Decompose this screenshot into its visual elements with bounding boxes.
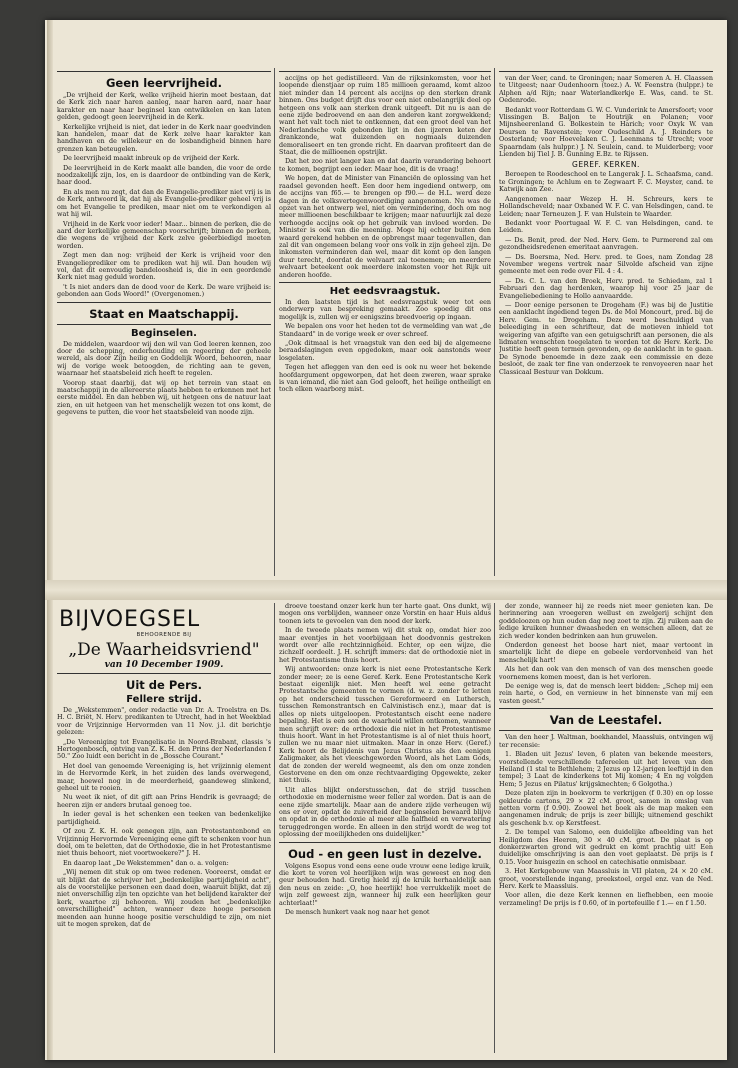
- paragraph: — Ds. Boersma, Ned. Herv. pred. te Goes, nam Zondag 28 November wegens vertrek naar Silvolde afscheid van zijne gemeente met een rede over Fil. 4 : 4.: [499, 252, 713, 276]
- paragraph: accijns op het gedistilleerd. Van de rijksinkomsten, voor het loopende dienstjaar op ruim 185 millioen geraamd, komt alzoo niet minder dan 14 percent als accijns op den sterken drank binnen. Ons budget drijft dus voor een niet onbelangrijk deel op hetgeen ons volk aan sterken drank uitgeeft. Dit nu is aan de eene zijde bedroevend en aan den anderen kant zorgwekkend; want het valt toch niet te ontkennen, dat een groot deel van het Nederlandsche volk gebonden ligt in den ijzeren keten der drankzonde, wat duizenden en nogmaals duizenden demoraliseert en ten gronde richt. En daarvan profiteert dan de Staat, die de millioenen opstrijkt.: [279, 74, 491, 157]
- paragraph: Tegen het afleggen van den eed is ook nu weer het bekende hoofdargument opgeworpen, dat het deen zweren, waar sprake is van iemand, die niet aan God gelooft, het heilige ontheiligt en toch elken waarborg mist.: [279, 363, 491, 394]
- top-column-1: [57, 68, 271, 576]
- newspaper-name: „De Waarheidsvriend": [68, 640, 260, 660]
- column-rule: [274, 68, 275, 576]
- bottom-column-2: [279, 603, 491, 1053]
- paragraph: De leervrijheid maakt inbreuk op de vrijheid der Kerk.: [63, 154, 240, 163]
- column-rule: [274, 603, 275, 1053]
- page-spine: [47, 20, 53, 1060]
- divider: [279, 282, 491, 283]
- paragraph: Als het dan ook van den mensch of van des menschen goede voornemens komen moest, dan is het verloren.: [499, 665, 713, 681]
- paragraph: De mensch hunkert vaak nog naar het genot: [285, 908, 430, 917]
- paragraph: Bedankt voor Poortugaal W. F. C. van Helsdingen, cand. te Leiden.: [499, 218, 713, 235]
- paragraph: 2. De tempel van Salomo, een duidelijke afbeelding van het Heiligdom des Heeren, 30 × 40 cM. groot. De plaat is op donkerzwarten grond wit gedrukt en komt prachtig uit! Een duidelijke omschrijving is aan den voet geplaatst. De prijs is f 0.15. Voor huisgezin en school en catechisatie onmisbaar.: [499, 828, 713, 866]
- divider: [279, 71, 491, 72]
- paragraph: — Ds. C. L. van den Broek, Herv. pred. te Schiedam, zal 1 Februari den dag herdenken, waarop hij voor 25 jaar de Evangeliebediening te Hollo aanvaardde.: [499, 276, 713, 300]
- paragraph: De eenige weg is, dat de mensch leert bidden: „Schep mij een rein harte, o God, en vernieuw in het binnenste van mij een vasten geest.": [499, 682, 713, 705]
- supplement-subtitle: BEHOORENDE BIJ: [136, 632, 192, 638]
- paragraph: „De vrijheid der Kerk, welke vrijheid hierin moet bestaan, dat de Kerk zich naar haren aanleg, naar haren aard, naar haar karakter en naar haar beginsel kan ontwikkelen en kan laten gelden, gedoogt geen leervrijheid in de Kerk.: [57, 91, 271, 122]
- paragraph: We hopen, dat de Minister van Financiën de oplossing van het raadsel gevonden heeft. Een door hem ingediend ontwerp, om de accijns van f65.— te brengen op f90.— de H.L. werd deze dagen in de volksvertegenwoordiging aangenomen. Nu was de opzet van het ontwerp wel, niet om vermindering, doch om nog meer millioenen beschikbaar te krijgen; maar natuurlijk zal deze verhoogde accijns ook op het gebruik van invloed worden. De Minister is ook van die meening. Moge hij echter buiten den waard gerekend hebben en de opbrengst maar tegenvallen, dan zal dit van ongemeen belang voor ons volk in zijn geheel zijn. De inkomsten verminderen dan wel, maar dit komt op den langen duur terecht, doordat de welvaart zal toenemen; en meerdere welvaart beteekent ook meerdere inkomsten voor het Rijk uit anderen hoofde.: [279, 174, 491, 279]
- column-rule: [494, 603, 495, 1053]
- paragraph: In den laatsten tijd is het eedsvraagstuk weer tot een onderwerp van bespreking gemaakt. Zoo spoedig dit ons mogelijk is, zullen wij er eenigszins breedvoerig op ingaan.: [279, 297, 491, 321]
- divider: [499, 71, 713, 72]
- paragraph: Dat het zoo niet langer kan en dat daarin verandering behoort te komen, begrijpt een ieder. Maar hoe, dit is de vraag!: [279, 157, 491, 173]
- newspaper-page: [45, 20, 727, 1060]
- paragraph: — Ds. Benit, pred. der Ned. Herv. Gem. te Purmerend zal om gezondheidsredenen emeritaat aanvragen.: [499, 235, 713, 252]
- top-column-2: [279, 68, 491, 576]
- divider: [57, 673, 271, 674]
- paragraph: In ieder geval is het schenken een teeken van bedenkelijke partijdigheid.: [57, 810, 271, 826]
- paragraph: En daarop laat „De Wekstemmen" dan o. a. volgen:: [63, 858, 229, 867]
- paragraph: van der Veer, cand. te Groningen; naar Someren A. H. Claassen te Uitgeest; naar Oudenhoorn (toez.) A. W. Feenstra (hulppr.) te Alphen a/d Rijn; naar Waterlandkerkje E. Was, cand. te St. Oedenrode.: [499, 74, 713, 105]
- paragraph: We bepalen ons voor het heden tot de vermelding van wat „de Standaard" in de vorige week er over schreef.: [279, 322, 491, 338]
- paragraph: 1. Bladen uit Jezus' leven, 6 platen van bekende meesters, voorstellende verschillende tafereelen uit het leven van den Heiland (1 stal te Bethlehem; 2 Jezus op 12-jarigen leeftijd in den tempel; 3 Laat de kinderkens tot Mij komen; 4 En ng volgden Hem; 5 Jezus en Pilatus' krijgsknechten; 6 Golgotha.): [499, 750, 713, 788]
- paragraph: Deze platen zijn in boekvorm te verkrijgen (f 0.30) en op losse gekleurde cartons, 29 × 22 cM. groot, samen in omslag van netten vorm (f 0.90). Zoowel het boek als de map maken een aangenamen indruk; de prijs is zeer billijk; uitnemend geschikt als geschenk b.v. op Kerstfeest.: [499, 789, 713, 827]
- paragraph: Zegt men dan nog: vrijheid der Kerk is vrijheid voor den Evangelieprediker om te prediken wat hij wil. Dan houden wij vol, dat dit eenvoudig bandeloosheid is, die in een geordende Kerk niet mag geduld worden.: [57, 251, 271, 282]
- issue-date: van 10 December 1909.: [104, 660, 224, 670]
- paragraph: — Door eenige personen te Drogeham (F.) was bij de Justitie een aanklacht ingediend tegen Ds. de Mol Moncourt, pred. bij de Herv. Gem. te Drogeham. Deze werd beschuldigd van beleediging in een schrifteur, dat de motieven inhield tot weigering van afgifte van een getuigschrift aan personen, die als lidmaten wenschten toegelaten te worden tot de Herv. Kerk. De Justitie heeft geen termen gevonden, op de aanklacht in te gaan. De Synode benoemde in deze zaak een commissie en deze besloot, de zaak ter fine van onderzoek te renvoyeeren naar het Classicaal Bestuur van Dokkum.: [499, 300, 713, 376]
- paragraph: Van den heer J. Waltman, boekhandel, Maassluis, ontvingen wij ter recensie:: [499, 733, 713, 749]
- paragraph: droeve toestand onzer kerk hun ter harte gaat. Ons dunkt, wij mogen ons verblijden, wanneer onze Vorstin en haar Huis aldus toonen iets te gevoelen van den nood der kerk.: [279, 603, 491, 625]
- page-fold: [45, 580, 727, 600]
- paragraph: Volgens Esopus vond eens eene oude vrouw eene ledige kruik, die kort te voren vol heerlijken wijn was geweest en nog den geur behouden had. Gretig hield zij de kruik herhaaldelijk aan den neus en zeide: „O, hoe heerlijk! hoe verrukkelijk moet de wijn zelf geweest zijn, wanneer hij zulk een heerlijken geur achterlaat!": [279, 861, 491, 907]
- bottom-section: [57, 603, 713, 1053]
- paragraph: 3. Het Kerkgebouw van Maassluis in VII platen, 24 × 20 cM. groot, voorstellende ingang, preekstoel, orgel enz. van de Ned. Herv. Kerk te Maassluis.: [499, 867, 713, 890]
- divider: [499, 730, 713, 731]
- paragraph: Beroepen te Roodeschool en te Langerak J. L. Schaafsma, cand. te Groningen; te Achlum en te Zegwaart F. C. Meyster, cand. te Katwijk aan Zee.: [499, 170, 713, 194]
- paragraph: Wij antwoorden: onze kerk is niet eene Protestantsche Kerk zonder meer; ze is eene Geref. Kerk. Eene Protestantsche Kerk bestaat eigenlijk niet. Men heeft wel eene getracht Protestantsche gemeenten te vormen (d. w. z. zonder te letten op het onderscheid tusschen Gereformeerd en Luthersch, tusschen Remonstrantsch en Calvinistisch enz.), maar dat is alles op niets uitgeloopen. Protestantsch eischt eene nadere bepaling. Het is een son de waarheid willen ontkomen, wanneer men schrijft over: de orthodoxie die niet in het Protestantisme thuis hoort. Want in het Protestantisme is al of niet thuis hoort, zullen we nu maar niet uitmaken. Maar in onze Herv. (Geref.) Kerk hoort de Belijdenis van Jezus Christus als den eenigen Zaligmaker, als het vleeschgeworden Woord, als het Lam Gods, dat de zonden der wereld wegneemt, als den om onze zonden Gestorvene en den om onze rechtvaardiging Opgewekte, zeker niet thuis.: [279, 665, 491, 785]
- paragraph: De leervrijheid in de Kerk maakt alle banden, die voor de orde noodzakelijk zijn, los, en is daardoor de ontbinding van de Kerk, haar dood.: [57, 163, 271, 187]
- article-heading: Beginselen.: [131, 327, 197, 339]
- paragraph: 't Is niet anders dan de dood voor de Kerk. De ware vrijheid is: gebonden aan Gods Woord!" (Overgenomen.): [57, 282, 271, 299]
- paragraph: Nu weet ik niet, of dit gift aan Prins Hendrik is gevraagd; de heeren zijn er anders brutaal genoeg toe.: [57, 793, 271, 809]
- paragraph: Voorop staat daarbij, dat wij op het terrein van staat en maatschappij in de allereerste plaats hebben te erkennen met het eerste middel. En dan hebben wij, uit hetgeen ons de natuur laat zien, en uit hetgeen van het menschelijk wezen tot ons komt, de gegevens te putten, die voor het staatsbeleid van noode zijn.: [57, 378, 271, 417]
- paragraph: Of zou Z. K. H. ook genegen zijn, aan Protestantenbond en Vrijzinnig Hervormde Vereeniging eene gift te schenken voor hun doel, om te beletten, dat de Orthodoxie, die in het Protestantisme niet thuis behoort, niet voortwoekere?" J. H.: [57, 827, 271, 858]
- divider: [57, 71, 271, 72]
- paragraph: „Wij nemen dit stuk op om twee redenen. Vooreerst, omdat er uit blijkt dat de schrijver het „bedenkelijke partijdigheid acht", als de voorstelijke personen een daad doen, waaruit blijkt, dat zij niet onverschillig zijn ten opzichte van het belijdend karakter der kerk, waartoe zij behooren. Wij zouden het „bedenkelijke onverschilligheid" achten, wanneer deze hooge personen meenden aan hunne hooge positie verschuldigd te zijn, om niet uit te mogen spreken, dat de: [57, 868, 271, 928]
- article-heading: Het eedsvraagstuk.: [329, 285, 441, 297]
- column-rule: [494, 68, 495, 576]
- article-heading: Geen leervrijheid.: [105, 76, 223, 90]
- bottom-column-3: [499, 603, 713, 1053]
- paragraph: De „Wekstemmen", onder redactie van Dr. A. Troelstra en Ds. H. C. Briët, N. Herv. predikanten te Utrecht, had in het Weekblad voor de Vrijzinnige Hervormden van 11 Nov. j.l. dit berichtje gelezen:: [57, 706, 271, 737]
- paragraph: Bedankt voor Rotterdam G. W. C. Vunderink te Amersfoort; voor Vlissingen B. Baljon te Houtrijk en Polanen; voor Mijnsheerenland G. Bolkestein te Harich; voor Oxyk W. van Deursen te Ravenstein; voor Oudeschild A. J. Reinders te Oosterland; voor Hoevelaken C. J. Leenmans te Utrecht; voor Spaarndam (als hulppr.) J. N. Seulein, cand. te Muiderberg; voor Lienden bij Tiel J. B. Gunning E.Bz. te Rijssen.: [499, 105, 713, 159]
- top-section: [57, 68, 713, 576]
- paragraph: In de tweede plaats nemen wij dit stuk op, omdat hier zoo maar eventjes in het voorbijgaan het doodvonnis gestreken wordt over alle rechtzinnigheid. Echter, op een wijze, die zichzelf oordeelt. J. H. schrijft immers: dat de orthodoxie niet in het Protestantisme thuis hoort.: [279, 626, 491, 664]
- divider: [57, 324, 271, 325]
- section-heading: Uit de Pers.: [126, 678, 202, 692]
- section-heading: Van de Leestafel.: [549, 713, 663, 728]
- paragraph: De middelen, waardoor wij den wil van God leeren kennen, zoo door de schepping, onderhouding en regeering der geheele wereld, als door Zijn heilig en Goddelijk Woord, behooren, naar wij de vorige week betoogden, de richting aan te geven, waarnaar het staatsbeleid zich heeft te regelen.: [57, 339, 271, 378]
- paragraph: Uit alles blijkt onderstusschen, dat de strijd tusschen orthodoxie en modernisme weer feller zal worden. Dat is aan de eene zijde smartelijk. Maar aan de andere zijde verheugen wij ons er over, opdat de zuiverheid der beginselen bewaard blijve en opdat in de orthodoxie al meer alle halfheid en verwatering teruggedrongen worde. En alleen in den strijd wordt de weg tot oplossing der moeilijkheden ons duidelijker.": [279, 785, 491, 839]
- paragraph: „Ook ditmaal is het vraagstuk van den eed bij de algemeene beraadslagingen even opgedoken, maar ook aanstonds weer losgelaten.: [279, 339, 491, 362]
- divider: [279, 842, 491, 843]
- paragraph: Aangenomen naar Wezep H. H. Schreurs, kers te Hollandscheveld; naar Oxbaned W. F. C. van Helsdingen, cand. te Leiden; naar Terneuzen J. F. van Hulstein te Waarder.: [499, 194, 713, 218]
- paragraph: „De Vereeniging tot Evangelisatie in Noord-Brabant, classis 's Hertogenbosch, ontving van Z. K. H. den Prins der Nederlanden f 50." Zoo luidt een bericht in de „Bossche Courant.": [57, 737, 271, 761]
- section-heading: GEREF. KERKEN.: [572, 160, 640, 170]
- section-heading: Staat en Maatschappij.: [89, 306, 239, 321]
- paragraph: En als men nu zegt, dat dan de Evangelie-prediker niet vrij is in de Kerk, antwoord ik, dat hij als Evangelie-prediker geheel vrij is om het Evangelie te prediken, maar niet om te verkondigen al wat hij wil.: [57, 187, 271, 219]
- paragraph: Onderdon geneest het boose hart niet, maar vertoont in smartelijk licht de diepe en gebeele verdorvenheid van het menschelijk hart!: [499, 641, 713, 664]
- paragraph: Het doel van genoemde Vereeniging is, het vrijzinnig element in de Hervormde Kerk, in het zuiden des lands overwegend, maar, hoewel nog in de meerderheid, gaandeweg slinkend, geheel uit te rooien.: [57, 761, 271, 793]
- paragraph: Voor allen, die deze Kerk kennen en liefhebben, een mooie verzameling! De prijs is f 0.60, of in portefeuille f 1.— en f 1.50.: [499, 891, 713, 907]
- top-column-3: [499, 68, 713, 576]
- divider: [57, 302, 271, 303]
- supplement-title: BIJVOEGSEL: [59, 607, 201, 632]
- paragraph: der zonde, wanneer hij ze reeds niet meer genieten kan. De herinnering aan vroegeren wellust en zwelgerij schijnt den goddeloozen op hun ouden dag nog zoet te zijn. Zij ruiken aan de ledige kruiken hunner dwaasheden en wenschen alleen, dat ze zich weder konden bedrinken aan hun gruwelen.: [499, 603, 713, 640]
- paragraph: Vrijheid in de Kerk voor ieder! Maar... binnen de perken, die de aard der kerkelijke gemeenschap voorschrijft; binnen de perken, die wegens de vrijheid der Kerk zelve geëerbiedigd moeten worden.: [57, 219, 271, 250]
- bottom-column-1: [57, 603, 271, 1053]
- article-heading: Fellere strijd.: [126, 694, 202, 705]
- article-heading: Oud - en geen lust in dezelve.: [288, 846, 482, 861]
- paragraph: Kerkelijke vrijheid is niet, dat ieder in de Kerk naar goedvinden kan handelen, maar dat de Kerk zelve haar karakter kan handhaven en de willekeur en de losbandigheid binnen hare grenzen kan beteugelen.: [57, 122, 271, 153]
- divider: [499, 708, 713, 709]
